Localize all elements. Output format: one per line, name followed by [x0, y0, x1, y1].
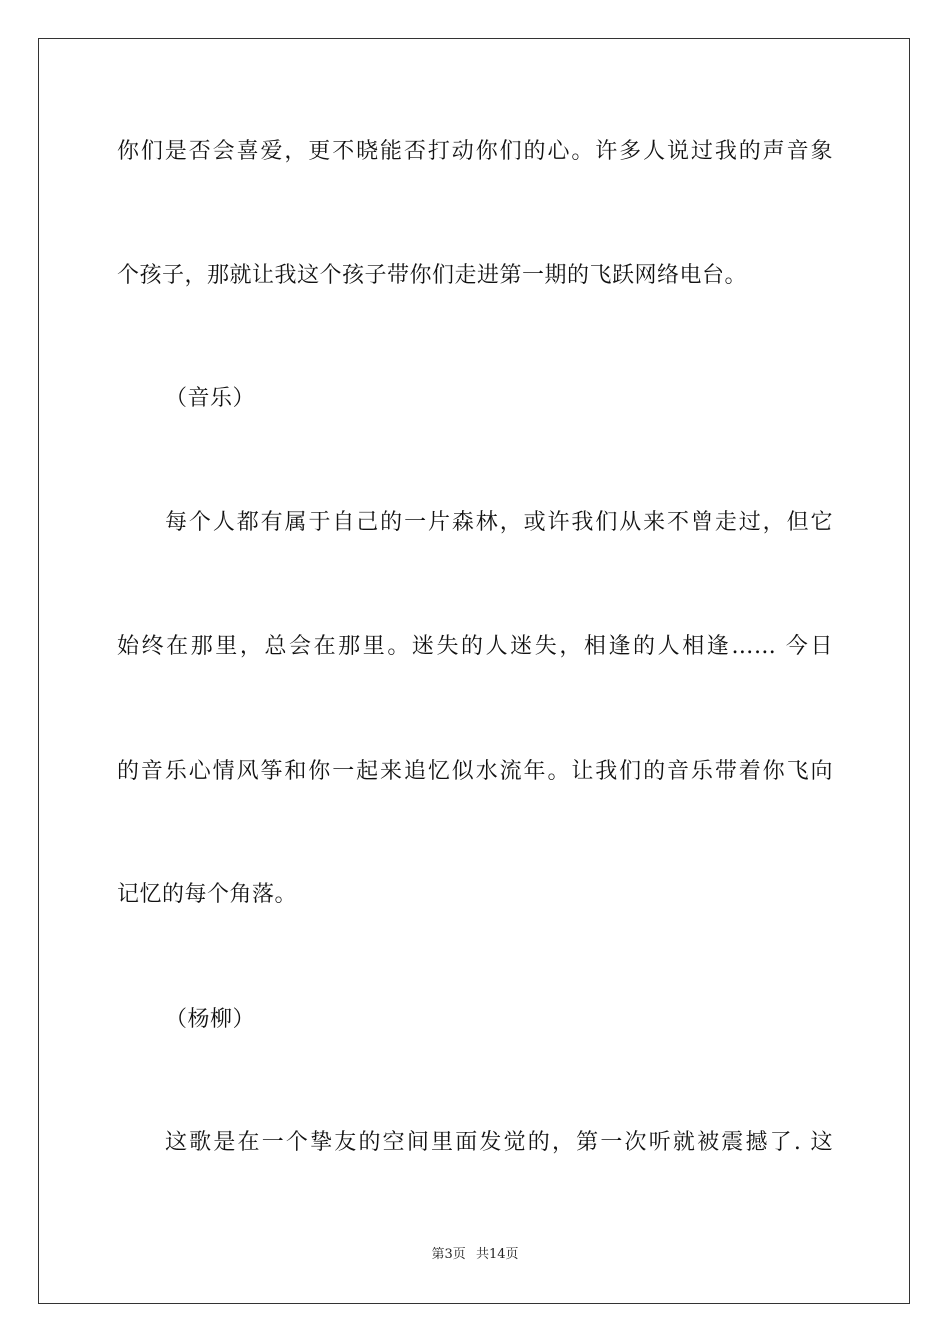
section-marker-music: （音乐）	[165, 386, 256, 411]
body-line-6: 记忆的每个角落。	[117, 882, 298, 907]
body-line-2: 个孩子，那就让我这个孩子带你们走进第一期的飞跃网络电台。	[117, 263, 748, 288]
body-line-3: 每个人都有属于自己的一片森林，或许我们从来不曾走过，但它	[165, 510, 833, 535]
body-line-5: 的音乐心情风筝和你一起来追忆似水流年。让我们的音乐带着你飞向	[117, 759, 833, 784]
page-total: 共14页	[475, 1247, 519, 1262]
section-marker-yangliu: （杨柳）	[165, 1007, 256, 1032]
body-line-1: 你们是否会喜爱，更不晓能否打动你们的心。许多人说过我的声音象	[117, 139, 833, 164]
body-line-7: 这歌是在一个挚友的空间里面发觉的，第一次听就被震撼了. 这	[165, 1130, 833, 1155]
page-border	[38, 38, 910, 1304]
page-footer	[0, 1246, 950, 1264]
page-number: 第3页	[431, 1247, 466, 1262]
body-line-4: 始终在那里，总会在那里。迷失的人迷失，相逢的人相逢…… 今日	[117, 634, 833, 659]
